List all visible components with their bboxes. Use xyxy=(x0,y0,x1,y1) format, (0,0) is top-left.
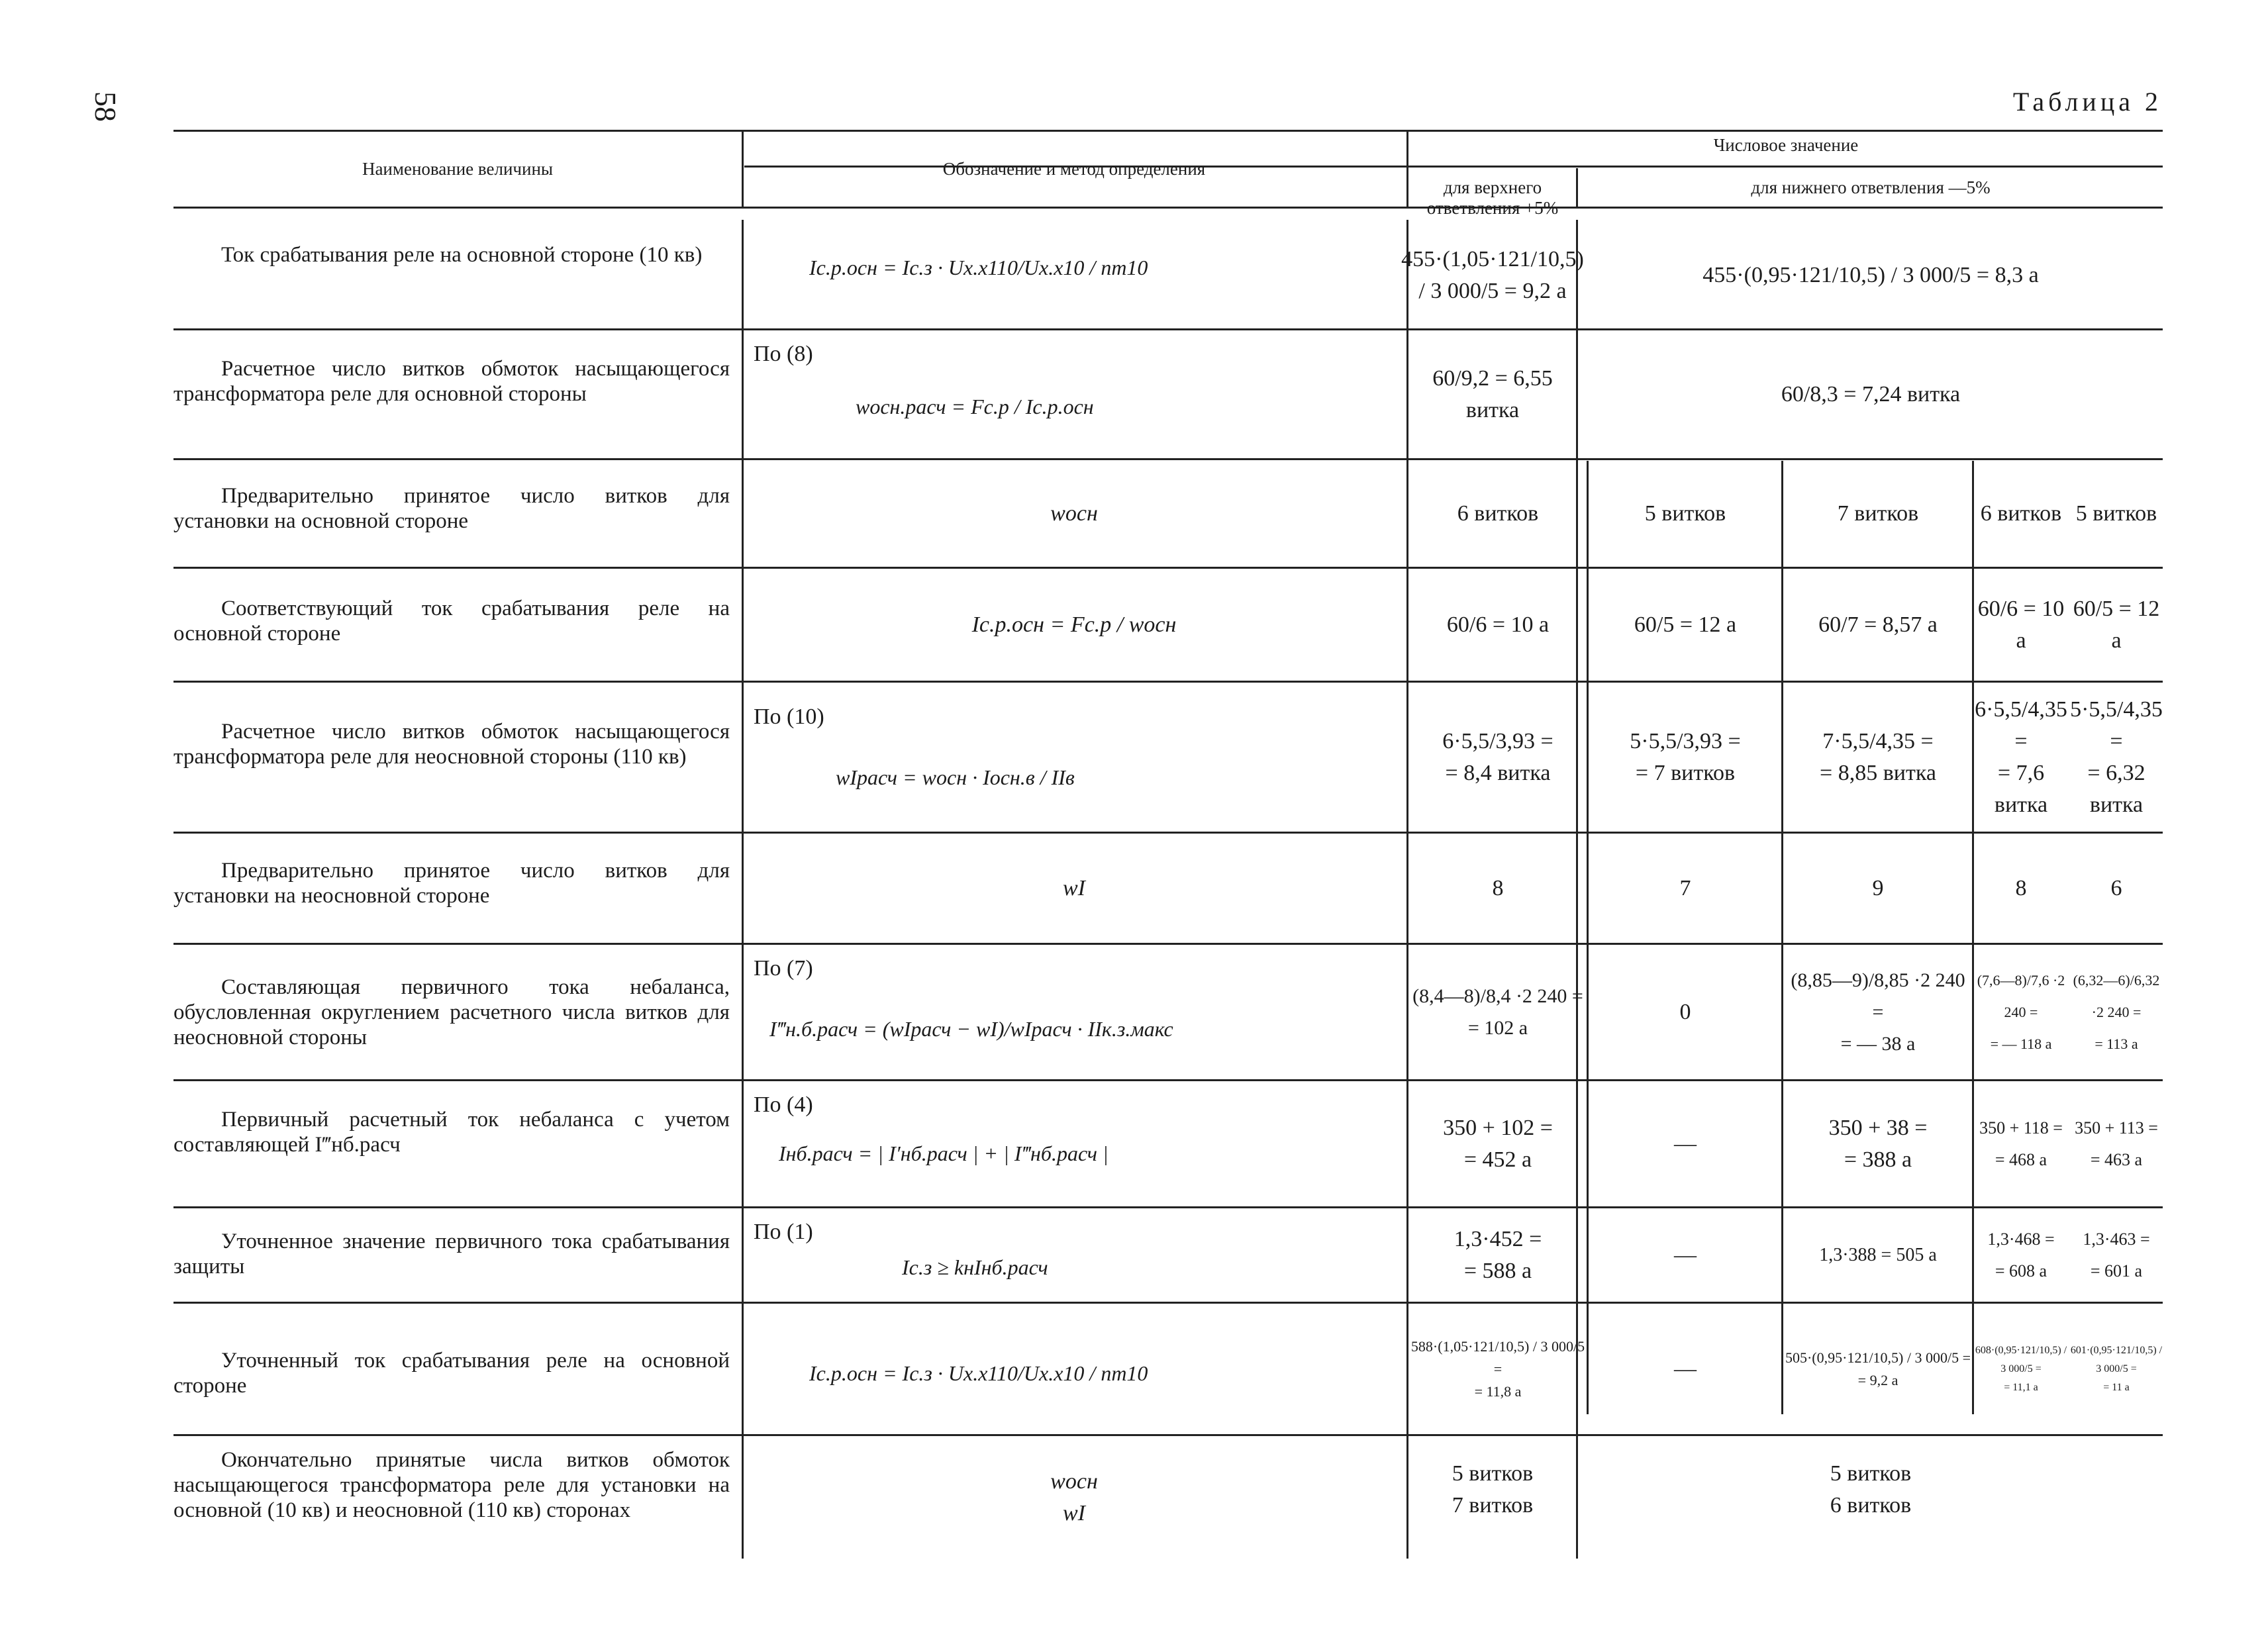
row-7-value-5: (6,32—6)/6,32 ·2 240 = = 113 а xyxy=(2073,972,2160,1052)
row-rule-7 xyxy=(173,1079,2163,1081)
row-10-value-4: 608·(0,95·121/10,5) / 3 000/5 = = 11,1 а xyxy=(1975,1345,2067,1393)
row-4-value-5: 60/5 = 12 а xyxy=(2073,597,2160,653)
header-lower: для нижнего ответвления —5% xyxy=(1751,177,1991,197)
row-3-value-2: 5 витков xyxy=(1644,501,1726,526)
body-divider-lower-split-2 xyxy=(1972,461,1974,1414)
header-value: Числовое значение xyxy=(1713,135,1859,155)
header-divider-3 xyxy=(1576,168,1578,207)
row-10-value-1: 588·(1,05·121/10,5) / 3 000/5 = = 11,8 а xyxy=(1410,1338,1585,1400)
row-2-formula: wосн.расч = Fс.р / Iс.р.осн xyxy=(856,395,1094,418)
row-2-value-upper: 60/9,2 = 6,55 витка xyxy=(1432,366,1553,422)
row-6-value-5: 6 xyxy=(2110,876,2122,900)
row-10-value-2: — xyxy=(1674,1357,1697,1381)
body-divider-method xyxy=(742,220,744,1559)
row-rule-9 xyxy=(173,1302,2163,1304)
row-2-ref: По (8) xyxy=(754,342,813,366)
row-rule-2 xyxy=(173,458,2163,460)
row-5-value-4: 6·5,5/4,35 = = 7,6 витка xyxy=(1975,697,2067,817)
row-5-ref: По (10) xyxy=(754,704,824,729)
body-divider-lower-split-1 xyxy=(1781,461,1783,1414)
row-7-value-4: (7,6—8)/7,6 ·2 240 = = — 118 а xyxy=(1977,972,2065,1052)
row-6-formula: wI xyxy=(1063,876,1085,900)
row-8-value-5: 350 + 113 = = 463 а xyxy=(2075,1118,2158,1169)
row-2-value-lower: 60/8,3 = 7,24 витка xyxy=(1781,382,1961,407)
row-4-value-4: 60/6 = 10 а xyxy=(1977,597,2065,653)
row-11-value-lower: 5 витков 6 витков xyxy=(1830,1461,1912,1518)
row-4-name: Соответствующий ток срабатывания реле на основной стороне xyxy=(173,597,730,646)
table xyxy=(173,130,2163,1567)
row-1-value-lower: 455·(0,95·121/10,5) / 3 000/5 = 8,3 а xyxy=(1702,263,2039,287)
row-2-name: Расчетное число витков обмоток насыщающегося трансформатора реле для основной стороны xyxy=(173,357,730,406)
header-divider-1 xyxy=(742,130,744,207)
row-9-ref: По (1) xyxy=(754,1220,813,1244)
row-9-name: Уточненное значение первичного тока срабатывания защиты xyxy=(173,1230,730,1279)
row-8-value-1: 350 + 102 = = 452 а xyxy=(1443,1116,1553,1172)
row-8-name: Первичный расчетный ток небаланса с учетом составляющей I‴нб.расч xyxy=(173,1108,730,1157)
header-bottom-rule xyxy=(173,207,2163,209)
row-4-value-2: 60/5 = 12 а xyxy=(1634,612,1737,637)
row-rule-8 xyxy=(173,1206,2163,1208)
row-rule-5 xyxy=(173,832,2163,834)
row-8-value-3: 350 + 38 = = 388 а xyxy=(1828,1116,1928,1172)
header-method: Обозначение и метод определения xyxy=(942,159,1206,179)
row-3-value-3: 7 витков xyxy=(1837,501,1919,526)
row-5-value-5: 5·5,5/4,35 = = 6,32 витка xyxy=(2070,697,2163,817)
row-rule-10 xyxy=(173,1434,2163,1436)
row-3-formula: wосн xyxy=(1050,501,1098,526)
row-10-value-5: 601·(0,95·121/10,5) / 3 000/5 = = 11 а xyxy=(2070,1345,2163,1393)
row-4-value-3: 60/7 = 8,57 а xyxy=(1818,612,1938,637)
row-rule-1 xyxy=(173,328,2163,330)
row-5-value-3: 7·5,5/4,35 = = 8,85 витка xyxy=(1820,729,1936,785)
table-title: Таблица 2 xyxy=(2012,87,2162,117)
row-10-value-3: 505·(0,95·121/10,5) / 3 000/5 = = 9,2 а xyxy=(1785,1349,1971,1388)
body-divider-value xyxy=(1406,220,1408,1559)
body-divider-upper-split xyxy=(1587,461,1589,1414)
row-7-value-2: 0 xyxy=(1679,1000,1691,1024)
row-3-value-5: 5 витков xyxy=(2075,501,2157,526)
header-upper: для верхнего ответвления +5% xyxy=(1426,177,1559,218)
row-7-name: Составляющая первичного тока небаланса, обусловленная округлением расчетного числа витков для неосновной стороны xyxy=(173,975,730,1049)
row-4-formula: Iс.р.осн = Fс.р / wосн xyxy=(971,612,1177,637)
row-3-value-4: 6 витков xyxy=(1980,501,2062,526)
row-1-name: Ток срабатывания реле на основной стороне (10 кв) xyxy=(221,243,703,267)
row-6-value-1: 8 xyxy=(1492,876,1504,900)
row-3-value-1: 6 витков xyxy=(1457,501,1539,526)
header-name: Наименование величины xyxy=(362,159,554,179)
page-number: 58 xyxy=(89,91,123,122)
row-11-value-upper: 5 витков 7 витков xyxy=(1452,1461,1534,1518)
row-7-value-3: (8,85—9)/8,85 ·2 240 = = — 38 а xyxy=(1791,969,1965,1055)
row-6-value-3: 9 xyxy=(1872,876,1884,900)
row-9-value-1: 1,3·452 = = 588 а xyxy=(1454,1227,1542,1283)
row-3-name: Предварительно принятое число витков для установки на основной стороне xyxy=(173,484,730,533)
row-6-value-2: 7 xyxy=(1679,876,1691,900)
row-8-ref: По (4) xyxy=(754,1092,813,1117)
row-11-name: Окончательно принятые числа витков обмоток насыщающегося трансформатора реле для установки на основной (10 кв) и неосновной (110 кв) сторонах xyxy=(173,1448,730,1522)
row-10-formula: Iс.р.осн = Iс.з · Uх.х110/Uх.х10 / nт10 xyxy=(809,1361,1148,1385)
row-7-formula: I‴н.б.расч = (wIрасч − wI)/wIрасч · IIк.з.макс xyxy=(769,1017,1173,1041)
row-9-value-2: — xyxy=(1674,1243,1697,1267)
row-7-value-1: (8,4—8)/8,4 ·2 240 = = 102 а xyxy=(1412,985,1583,1039)
row-11-formula: wосн wI xyxy=(1050,1469,1098,1525)
row-6-name: Предварительно принятое число витков для установки на неосновной стороне xyxy=(173,859,730,908)
row-9-value-4: 1,3·468 = = 608 а xyxy=(1987,1230,2055,1280)
header-divider-2 xyxy=(1406,130,1408,207)
row-rule-3 xyxy=(173,567,2163,569)
row-rule-6 xyxy=(173,943,2163,945)
row-4-value-1: 60/6 = 10 а xyxy=(1446,612,1550,637)
row-10-name: Уточненный ток срабатывания реле на основной стороне xyxy=(173,1349,730,1398)
row-6-value-4: 8 xyxy=(2015,876,2027,900)
row-1-formula: Iс.р.осн = Iс.з · Uх.х110/Uх.х10 / nт10 xyxy=(809,256,1148,279)
row-5-value-1: 6·5,5/3,93 = = 8,4 витка xyxy=(1442,729,1553,785)
row-8-value-2: — xyxy=(1674,1132,1697,1156)
row-7-ref: По (7) xyxy=(754,956,813,981)
row-5-formula: wIрасч = wосн · Iосн.в / IIв xyxy=(836,765,1075,789)
row-9-formula: Iс.з ≥ kнIнб.расч xyxy=(902,1255,1048,1279)
row-8-formula: Iнб.расч = | I′нб.расч | + | I‴нб.расч | xyxy=(779,1141,1109,1165)
row-5-value-2: 5·5,5/3,93 = = 7 витков xyxy=(1630,729,1741,785)
row-8-value-4: 350 + 118 = = 468 а xyxy=(1979,1118,2063,1169)
table-top-rule xyxy=(173,130,2163,132)
row-1-value-upper: 455·(1,05·121/10,5) / 3 000/5 = 9,2 а xyxy=(1401,247,1584,303)
row-9-value-5: 1,3·463 = = 601 а xyxy=(2083,1230,2150,1280)
row-9-value-3: 1,3·388 = 505 а xyxy=(1819,1245,1937,1265)
row-5-name: Расчетное число витков обмоток насыщающегося трансформатора реле для неосновной стороны (110 кв) xyxy=(173,720,730,769)
row-rule-4 xyxy=(173,681,2163,683)
